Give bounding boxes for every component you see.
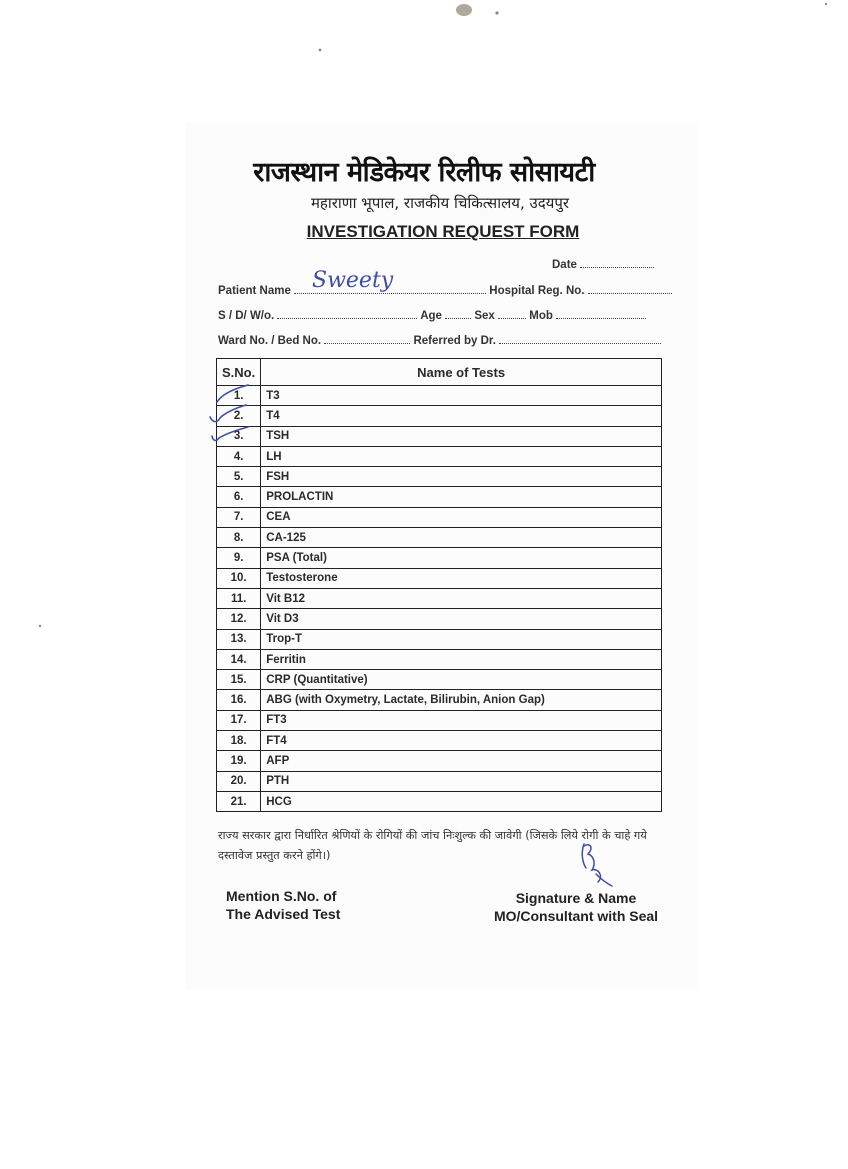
row-test-name: FSH <box>261 467 662 487</box>
table-row <box>217 528 662 548</box>
tests-table-body <box>217 386 662 812</box>
mob-blank <box>556 308 646 319</box>
age-label: Age <box>420 310 442 322</box>
row-test-name: Ferritin <box>261 649 662 669</box>
table-row <box>217 426 662 446</box>
table-row <box>217 386 662 406</box>
row-test-name: Vit D3 <box>261 609 662 629</box>
row-sno: 5. <box>217 467 261 487</box>
date-blank <box>580 257 654 268</box>
row-sno: 18. <box>217 731 261 751</box>
table-row <box>217 568 662 588</box>
patient-name-field <box>218 283 672 297</box>
row-test-name: LH <box>261 446 662 466</box>
row-test-name: CEA <box>261 507 662 527</box>
table-row <box>217 649 662 669</box>
relation-blank <box>277 308 417 319</box>
free-test-note-hindi: राज्य सरकार द्वारा निर्धारित श्रेणियों के रोगियों की जांच निःशुल्क की जावेगी (जिसके लिये रोगी के चाहे गये दस्तावेज प्रस्तुत करने होंगे।) <box>218 829 647 862</box>
footer-left <box>226 887 340 923</box>
age-blank <box>445 308 471 319</box>
row-test-name: PTH <box>261 771 662 791</box>
row-sno: 21. <box>217 791 261 811</box>
ward-bed-blank <box>324 333 410 344</box>
table-row <box>217 629 662 649</box>
relation-field <box>218 308 646 322</box>
referred-label: Referred by Dr. <box>413 335 496 347</box>
row-sno: 12. <box>217 609 261 629</box>
date-label: Date <box>552 259 577 271</box>
mob-label: Mob <box>529 310 553 322</box>
org-title-hindi: राजस्थान मेडिकेयर रिलीफ सोसायटी <box>253 157 595 188</box>
signature-scribble <box>572 838 622 894</box>
ward-bed-label: Ward No. / Bed No. <box>218 335 322 347</box>
row-sno: 3. <box>217 426 261 446</box>
row-test-name: T3 <box>261 386 662 406</box>
row-sno: 6. <box>217 487 261 507</box>
row-sno: 8. <box>217 528 261 548</box>
row-test-name: AFP <box>261 751 662 771</box>
table-row <box>217 690 662 710</box>
row-sno: 13. <box>217 629 261 649</box>
footer-left-line2: The Advised Test <box>226 906 341 922</box>
table-row <box>217 446 662 466</box>
row-test-name: CRP (Quantitative) <box>261 670 662 690</box>
row-test-name: PSA (Total) <box>261 548 662 568</box>
table-row <box>217 467 662 487</box>
tick-marks <box>200 380 260 450</box>
tests-table <box>216 358 662 812</box>
footer-right-line2: MO/Consultant with Seal <box>493 908 659 924</box>
hospital-reg-label: Hospital Reg. No. <box>489 285 585 297</box>
row-sno: 17. <box>217 710 261 730</box>
table-row <box>217 548 662 568</box>
row-test-name: ABG (with Oxymetry, Lactate, Bilirubin, Anion Gap) <box>261 690 662 710</box>
sex-blank <box>498 308 526 319</box>
ward-field <box>218 333 661 347</box>
relation-label: S / D/ W/o. <box>218 310 275 322</box>
table-row <box>217 771 662 791</box>
sex-label: Sex <box>474 310 495 322</box>
table-row <box>217 751 662 771</box>
header-test-name: Name of Tests <box>261 359 662 386</box>
row-sno: 20. <box>217 771 261 791</box>
row-test-name: T4 <box>261 406 662 426</box>
table-header-row <box>217 359 662 386</box>
tick-mark-3 <box>212 427 248 440</box>
row-sno: 16. <box>217 690 261 710</box>
referred-blank <box>499 333 661 344</box>
table-row <box>217 731 662 751</box>
row-sno: 7. <box>217 507 261 527</box>
footer-left-line1: Mention S.No. of <box>226 888 337 904</box>
row-test-name: FT3 <box>261 710 662 730</box>
date-field <box>552 257 654 271</box>
patient-name-handwritten: Sweety <box>312 268 394 293</box>
row-test-name: TSH <box>261 426 662 446</box>
tick-mark-2 <box>210 405 246 422</box>
table-row <box>217 710 662 730</box>
row-sno: 10. <box>217 568 261 588</box>
row-test-name: Vit B12 <box>261 588 662 608</box>
row-sno: 11. <box>217 588 261 608</box>
patient-name-label: Patient Name <box>218 285 291 297</box>
row-sno: 19. <box>217 751 261 771</box>
footer-right-line1: Signature & Name <box>515 890 637 906</box>
row-test-name: Trop-T <box>261 629 662 649</box>
row-test-name: FT4 <box>261 731 662 751</box>
tick-mark-1 <box>217 385 248 402</box>
row-sno: 4. <box>217 446 261 466</box>
row-test-name: CA-125 <box>261 528 662 548</box>
row-sno: 14. <box>217 649 261 669</box>
table-row <box>217 670 662 690</box>
footer-right <box>486 889 666 925</box>
table-row <box>217 791 662 811</box>
row-sno: 2. <box>217 406 261 426</box>
row-test-name: Testosterone <box>261 568 662 588</box>
row-test-name: HCG <box>261 791 662 811</box>
form-title: INVESTIGATION REQUEST FORM <box>306 222 580 241</box>
header-sno: S.No. <box>217 359 261 386</box>
table-row <box>217 588 662 608</box>
hospital-reg-blank <box>588 283 672 294</box>
table-row <box>217 487 662 507</box>
hospital-name-hindi: महाराणा भूपाल, राजकीय चिकित्सालय, उदयपुर <box>310 194 570 212</box>
table-row <box>217 406 662 426</box>
row-sno: 15. <box>217 670 261 690</box>
table-row <box>217 609 662 629</box>
row-sno: 1. <box>217 386 261 406</box>
table-row <box>217 507 662 527</box>
row-sno: 9. <box>217 548 261 568</box>
row-test-name: PROLACTIN <box>261 487 662 507</box>
